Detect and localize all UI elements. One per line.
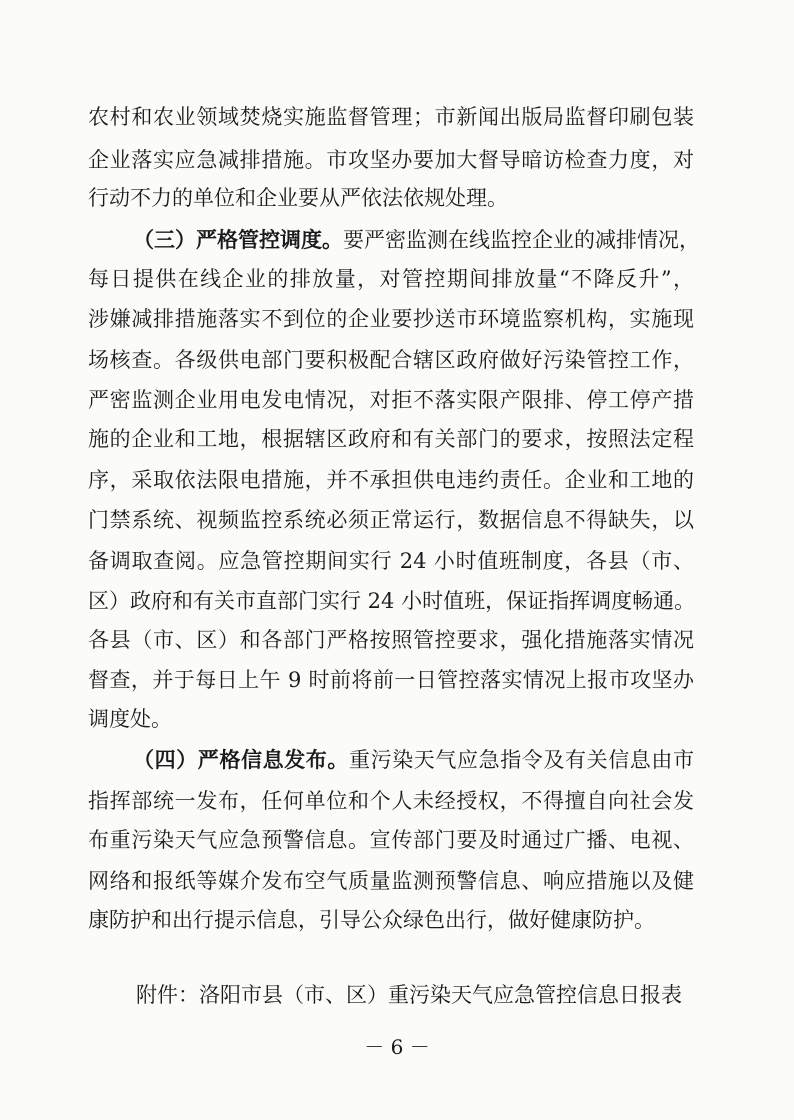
text-line: 场核查。各级供电部门要积极配合辖区政府做好污染管控工作， <box>88 348 694 372</box>
section-4-heading: （四）严格信息发布。 <box>133 747 349 772</box>
text-line: 要严密监测在线监控企业的减排情况， <box>343 228 700 252</box>
text-line: 施的企业和工地，根据辖区政府和有关部门的要求，按照法定程 <box>88 427 694 451</box>
text-line: 严密监测企业用电发电情况，对拒不落实限产限排、停工停产措 <box>88 388 694 412</box>
text-line: 网络和报纸等媒介发布空气质量监测预警信息、响应措施以及健 <box>88 869 694 893</box>
text-line: 督查，并于每日上午 9 时前将前一日管控落实情况上报市攻坚办 <box>88 668 694 692</box>
text-line: 区）政府和有关市直部门实行 24 小时值班，保证指挥调度畅通。 <box>88 589 696 613</box>
text-line: 各县（市、区）和各部门严格按照管控要求，强化措施落实情况 <box>88 628 694 652</box>
text-line: 农村和农业领域焚烧实施监督管理；市新闻出版局监督印刷包装 <box>88 105 694 129</box>
text-line: 指挥部统一发布，任何单位和个人未经授权，不得擅自向社会发 <box>88 789 694 813</box>
page-number: － 6 － <box>364 1035 430 1059</box>
section-3-first-line <box>133 225 700 255</box>
text-line: 门禁系统、视频监控系统必须正常运行，数据信息不得缺失，以 <box>88 508 694 532</box>
text-line: 备调取查阅。应急管控期间实行 24 小时值班制度，各县（市、 <box>88 549 694 573</box>
text-line: 每日提供在线企业的排放量，对管控期间排放量“不降反升”， <box>88 267 694 291</box>
text-line: 康防护和出行提示信息，引导公众绿色出行，做好健康防护。 <box>88 908 655 932</box>
section-3-heading: （三）严格管控调度。 <box>133 227 343 252</box>
text-line: 布重污染天气应急预警信息。宣传部门要及时通过广播、电视、 <box>88 828 694 852</box>
text-line: 涉嫌减排措施落实不到位的企业要抄送市环境监察机构，实施现 <box>88 307 694 331</box>
text-line: 重污染天气应急指令及有关信息由市 <box>349 748 694 772</box>
section-4-first-line <box>133 745 694 775</box>
text-line: 企业落实应急减排措施。市攻坚办要加大督导暗访检查力度，对 <box>88 148 694 172</box>
text-line: 调度处。 <box>88 707 172 731</box>
text-line: 行动不力的单位和企业要从严依法依规处理。 <box>88 186 508 210</box>
text-line: 序，采取依法限电措施，并不承担供电违约责任。企业和工地的 <box>88 468 694 492</box>
attachment-note: 附件：洛阳市县（市、区）重污染天气应急管控信息日报表 <box>136 983 682 1007</box>
